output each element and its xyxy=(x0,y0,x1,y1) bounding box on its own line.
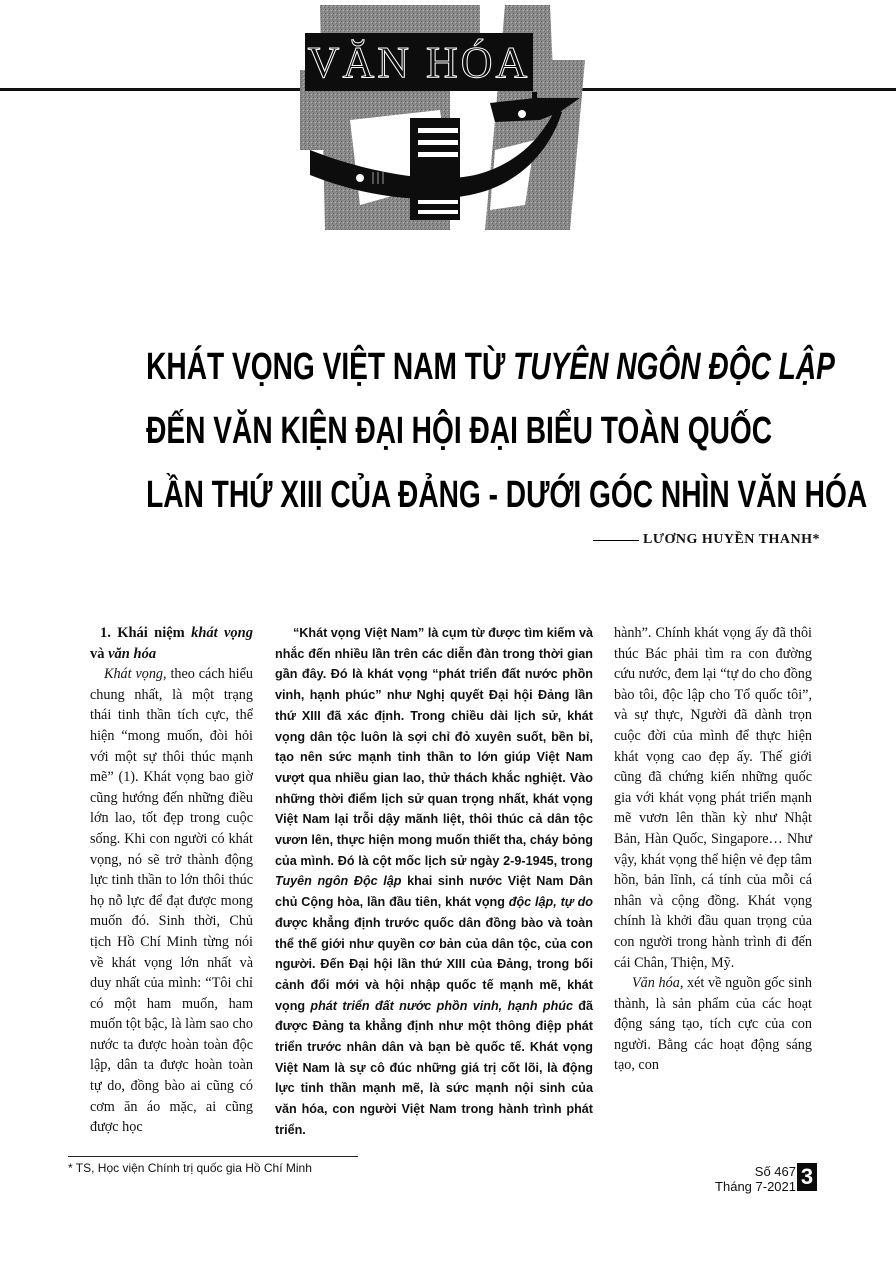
section-label: VĂN HÓA xyxy=(305,33,533,91)
title-line-1 xyxy=(146,335,835,399)
heading-italic: khát vọng xyxy=(191,625,253,641)
article-title xyxy=(146,335,868,527)
title-italic-text: TUYÊN NGÔN ĐỘC LẬP xyxy=(513,346,835,388)
emphasis: Khát vọng xyxy=(104,666,164,683)
paragraph-text: “Khát vọng Việt Nam” là cụm từ được tìm kiếm và nhắc đến nhiều lần trên các diễn đàn trong thời gian gần đây. Đó là khát vọng “phát triển đất nước phồn vinh, hạnh phúc” như Nghị quyết Đại hội Đảng lần thứ XIII đã xác định. Trong chiều dài lịch sử, khát vọng dân tộc luôn là sợi chỉ đỏ xuyên suốt, bền bỉ, tạo nên sức mạnh tinh thần to lớn giúp Việt Nam vượt qua nhiều gian lao, thử thách khắc nghiệt. Vào những thời điểm lịch sử quan trọng nhất, khát vọng Việt Nam lại trỗi dậy mãnh liệt, thôi thúc cả dân tộc vươn lên, thực hiện mong muốn thiết tha, cháy bỏng của mình. Đó là cột mốc lịch sử ngày 2-9-1945, trong xyxy=(275,626,593,868)
paragraph xyxy=(614,973,812,1076)
title-line-2: ĐẾN VĂN KIỆN ĐẠI HỘI ĐẠI BIỂU TOÀN QUỐC xyxy=(146,410,773,452)
page-number: 3 xyxy=(797,1163,817,1191)
footnote-rule xyxy=(68,1156,358,1157)
author-byline xyxy=(560,532,820,548)
heading-text: 1. Khái niệm xyxy=(100,625,192,641)
section-heading xyxy=(90,623,253,664)
author-name: LƯƠNG HUYỀN THANH* xyxy=(642,532,820,547)
column-3 xyxy=(614,623,812,1076)
paragraph-text: , xét về nguồn gốc sinh thành, là sản phẩm của các hoạt động sáng tạo, tích cực của con người. Bằng các hoạt động sáng tạo, con xyxy=(614,975,813,1074)
issue-date: Tháng 7-2021 xyxy=(715,1179,796,1194)
emphasis: phát triển đất nước phồn vinh, hạnh phúc xyxy=(310,998,573,1013)
title-text: KHÁT VỌNG VIỆT NAM TỪ xyxy=(146,346,514,388)
column-2-highlight-box xyxy=(275,623,593,1141)
paragraph-text: khai sinh nước Việt Nam Dân chủ Cộng hòa, lần đầu tiên, khát vọng xyxy=(275,874,593,910)
paragraph-text: đã được Đảng ta khẳng định như một thông điệp phát triển trước nhân dân và bạn bè quốc tế. Khát vọng Việt Nam là sự cô đúc những giá trị cốt lõi, là động lực tinh thần mạnh mẽ, là sức mạnh nội sinh của văn hóa, con người Việt Nam trong hành trình phát triển. xyxy=(275,998,593,1137)
byline-rule xyxy=(593,540,639,541)
paragraph xyxy=(90,664,253,1138)
heading-italic: văn hóa xyxy=(108,645,157,662)
column-1 xyxy=(90,623,253,1138)
title-line-3: LẦN THỨ XIII CỦA ĐẢNG - DƯỚI GÓC NHÌN VĂN HÓA xyxy=(146,474,868,516)
issue-info xyxy=(700,1164,796,1194)
emphasis: độc lập, tự do xyxy=(508,895,593,910)
paragraph-text: được khẳng định trước quốc dân đồng bào và toàn thể thế giới như quyền cơ bản của dân tộc, của con người. Đến Đại hội lần thứ XIII của Đảng, trong bối cảnh đổi mới và hội nhập quốc tế mạnh mẽ, khát vọng xyxy=(275,915,593,1013)
paragraph: hành”. Chính khát vọng ấy đã thôi thúc Bác phải tìm ra con đường cứu nước, đem lại “tự do cho đồng bào tôi, độc lập cho Tổ quốc tôi”, và sự thực, Người đã dành trọn cuộc đời của mình để thực hiện khát vọng cao đẹp ấy. Thế giới cũng đã chứng kiến những quốc gia với khát vọng phát triển mạnh mẽ vươn lên thần kỳ như Nhật Bản, Hàn Quốc, Singapore… Như vậy, khát vọng thể hiện vẻ đẹp tâm hồn, bản lĩnh, cá tính của mỗi cá nhân và cộng đồng. Khát vọng chính là khởi đầu quan trọng của con người trong hành trình đi đến cái Chân, Thiện, Mỹ. xyxy=(614,625,812,971)
footnote: * TS, Học viện Chính trị quốc gia Hồ Chí Minh xyxy=(68,1161,312,1175)
emphasis: Văn hóa xyxy=(632,975,680,992)
heading-text: và xyxy=(90,645,109,662)
paragraph-text: , theo cách hiểu chung nhất, là một trạng thái tinh thần tích cực, thể hiện “mong muốn, đòi hỏi với một sự thôi thúc mạnh mẽ” (1). Khát vọng bao giờ cũng hướng đến những điều lớn lao, tốt đẹp trong cuộc sống. Khi con người có khát vọng, nó sẽ trở thành động lực tinh thần to lớn thôi thúc họ nỗ lực để đạt được mong muốn đó. Sinh thời, Chủ tịch Hồ Chí Minh từng nói về khát vọng lớn nhất và duy nhất của mình: “Tôi chỉ có một ham muốn, ham muốn tột bậc, là làm sao cho nước ta được hoàn toàn độc lập, dân ta được hoàn toàn tự do, đồng bào ai cũng có cơm ăn áo mặc, ai cũng được học xyxy=(90,666,253,1136)
issue-number: Số 467 xyxy=(754,1164,796,1179)
emphasis: Tuyên ngôn Độc lập xyxy=(275,874,402,889)
paragraph xyxy=(275,623,593,1141)
